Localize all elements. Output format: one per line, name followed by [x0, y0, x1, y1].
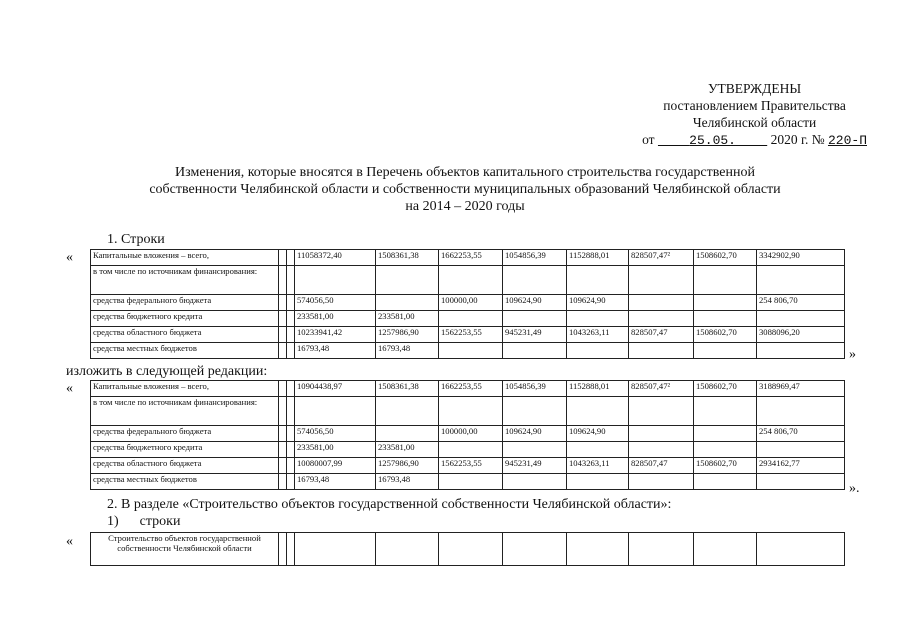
sub-number: 1) [107, 514, 119, 529]
table-before [90, 249, 845, 359]
gap-cell [279, 266, 287, 295]
value-cell: 3188969,47 [757, 381, 845, 397]
value-cell [503, 343, 567, 359]
value-cell: 1562253,55 [439, 327, 503, 343]
row-label: средства местных бюджетов [91, 343, 279, 359]
value-cell: 233581,00 [376, 442, 439, 458]
number-sign: № [811, 132, 825, 147]
value-cell: 16793,48 [295, 343, 376, 359]
value-cell: 16793,48 [376, 343, 439, 359]
value-cell: 1508602,70 [694, 250, 757, 266]
value-cell: 1152888,01 [567, 250, 629, 266]
value-cell [694, 343, 757, 359]
gap-cell [287, 397, 295, 426]
open-quote-2: « [66, 381, 73, 396]
value-cell [694, 442, 757, 458]
gap-cell [279, 327, 287, 343]
value-cell [567, 266, 629, 295]
gap-cell [287, 343, 295, 359]
value-cell: 1257986,90 [376, 327, 439, 343]
value-cell: 10080007,99 [295, 458, 376, 474]
date-prefix: от [642, 132, 655, 147]
open-quote-1: « [66, 250, 73, 265]
value-cell [629, 442, 694, 458]
table-object [90, 532, 845, 566]
table-row [91, 458, 845, 474]
value-cell [376, 397, 439, 426]
value-cell [694, 426, 757, 442]
value-cell [376, 533, 439, 566]
row-label: средства областного бюджета [91, 327, 279, 343]
value-cell: 1662253,55 [439, 381, 503, 397]
value-cell: 233581,00 [295, 311, 376, 327]
value-cell [567, 343, 629, 359]
value-cell: 254 806,70 [757, 426, 845, 442]
value-cell: 10904438,97 [295, 381, 376, 397]
value-cell [757, 266, 845, 295]
value-cell: 1152888,01 [567, 381, 629, 397]
value-cell: 1662253,55 [439, 250, 503, 266]
value-cell [503, 311, 567, 327]
value-cell [439, 442, 503, 458]
restate-text: изложить в следующей редакции: [66, 364, 268, 379]
row-label: средства федерального бюджета [91, 295, 279, 311]
value-cell [503, 266, 567, 295]
value-cell: 1508602,70 [694, 381, 757, 397]
row-label: Капитальные вложения – всего, [91, 381, 279, 397]
value-cell [567, 474, 629, 490]
close-quote-2: ». [849, 481, 860, 496]
value-cell: 100000,00 [439, 295, 503, 311]
value-cell: 16793,48 [376, 474, 439, 490]
value-cell [694, 533, 757, 566]
approval-heading: УТВЕРЖДЕНЫ [707, 81, 802, 96]
gap-cell [279, 533, 287, 566]
row-label: средства местных бюджетов [91, 474, 279, 490]
value-cell: 233581,00 [295, 442, 376, 458]
value-cell [757, 442, 845, 458]
row-label: в том числе по источникам финансирования: [91, 397, 279, 426]
gap-cell [279, 343, 287, 359]
gap-cell [287, 266, 295, 295]
document-title [100, 164, 830, 215]
value-cell: 828507,47² [629, 250, 694, 266]
value-cell: 1043263,11 [567, 458, 629, 474]
value-cell: 3088096,20 [757, 327, 845, 343]
value-cell [439, 311, 503, 327]
value-cell [376, 426, 439, 442]
value-cell: 109624,90 [503, 295, 567, 311]
gap-cell [287, 250, 295, 266]
value-cell [376, 266, 439, 295]
value-cell [567, 442, 629, 458]
value-cell: 1508361,38 [376, 250, 439, 266]
table-row [91, 474, 845, 490]
value-cell: 10233941,42 [295, 327, 376, 343]
approval-resolution: постановлением Правительства [663, 98, 846, 113]
gap-cell [279, 295, 287, 311]
gap-cell [279, 311, 287, 327]
section-2-heading: 2. В разделе «Строительство объектов государственной собственности Челябинской области»: [107, 497, 672, 512]
value-cell [503, 533, 567, 566]
row-label: средства бюджетного кредита [91, 442, 279, 458]
open-quote-3: « [66, 534, 73, 549]
table-row [91, 397, 845, 426]
value-cell [439, 266, 503, 295]
value-cell: 1257986,90 [376, 458, 439, 474]
gap-cell [287, 458, 295, 474]
value-cell: 1508602,70 [694, 327, 757, 343]
value-cell [567, 533, 629, 566]
section-2-sub [107, 514, 180, 530]
value-cell [439, 343, 503, 359]
value-cell: 1054856,39 [503, 250, 567, 266]
value-cell [629, 426, 694, 442]
gap-cell [287, 474, 295, 490]
value-cell: 2934162,77 [757, 458, 845, 474]
title-line-1: Изменения, которые вносятся в Перечень объектов капитального строительства государственной [175, 165, 755, 180]
value-cell [376, 295, 439, 311]
value-cell: 109624,90 [567, 426, 629, 442]
table-row [91, 381, 845, 397]
gap-cell [279, 442, 287, 458]
value-cell [629, 343, 694, 359]
value-cell: 945231,49 [503, 327, 567, 343]
value-cell: 945231,49 [503, 458, 567, 474]
value-cell [439, 397, 503, 426]
value-cell: 1562253,55 [439, 458, 503, 474]
value-cell: 109624,90 [503, 426, 567, 442]
row-label: Капитальные вложения – всего, [91, 250, 279, 266]
value-cell: 1043263,11 [567, 327, 629, 343]
value-cell: 828507,47 [629, 327, 694, 343]
value-cell [439, 474, 503, 490]
title-line-3: на 2014 – 2020 годы [405, 199, 525, 214]
value-cell [694, 266, 757, 295]
object-label-cell: Строительство объектов государственной собственности Челябинской области [91, 533, 279, 566]
value-cell: 1508361,38 [376, 381, 439, 397]
table-row [91, 266, 845, 295]
gap-cell [279, 474, 287, 490]
value-cell [757, 343, 845, 359]
section-1-heading: 1. Строки [107, 232, 165, 247]
value-cell [694, 474, 757, 490]
gap-cell [279, 458, 287, 474]
value-cell [295, 266, 376, 295]
value-cell [694, 295, 757, 311]
table-row [91, 311, 845, 327]
approval-year: 2020 г. [770, 132, 809, 147]
value-cell [295, 397, 376, 426]
value-cell: 1054856,39 [503, 381, 567, 397]
value-cell [757, 397, 845, 426]
table-after [90, 380, 845, 490]
gap-cell [287, 311, 295, 327]
value-cell: 254 806,70 [757, 295, 845, 311]
value-cell [694, 397, 757, 426]
value-cell [503, 442, 567, 458]
row-label: средства бюджетного кредита [91, 311, 279, 327]
table-row [91, 442, 845, 458]
value-cell [503, 474, 567, 490]
value-cell [439, 533, 503, 566]
value-cell [503, 397, 567, 426]
value-cell [629, 397, 694, 426]
approval-block [642, 80, 867, 149]
value-cell [757, 474, 845, 490]
table-row [91, 533, 845, 566]
value-cell [629, 533, 694, 566]
gap-cell [279, 426, 287, 442]
gap-cell [287, 442, 295, 458]
value-cell [757, 311, 845, 327]
sub-label: строки [139, 514, 181, 529]
gap-cell [287, 533, 295, 566]
gap-cell [287, 327, 295, 343]
value-cell [567, 311, 629, 327]
gap-cell [279, 381, 287, 397]
gap-cell [287, 295, 295, 311]
value-cell: 828507,47² [629, 381, 694, 397]
table-row [91, 250, 845, 266]
value-cell: 100000,00 [439, 426, 503, 442]
row-label: средства федерального бюджета [91, 426, 279, 442]
table-row [91, 426, 845, 442]
value-cell: 109624,90 [567, 295, 629, 311]
value-cell: 574056,50 [295, 426, 376, 442]
approval-date-line [642, 131, 867, 149]
value-cell [694, 311, 757, 327]
value-cell: 1508602,70 [694, 458, 757, 474]
table-row [91, 327, 845, 343]
value-cell [295, 533, 376, 566]
title-line-2: собственности Челябинской области и собственности муниципальных образований Челябинской области [149, 182, 781, 197]
approval-region: Челябинской области [692, 115, 817, 130]
approval-date: 25.05. [689, 133, 736, 148]
gap-cell [279, 397, 287, 426]
value-cell [629, 266, 694, 295]
value-cell: 11058372,40 [295, 250, 376, 266]
row-label: средства областного бюджета [91, 458, 279, 474]
value-cell: 3342902,90 [757, 250, 845, 266]
table-row [91, 295, 845, 311]
value-cell: 16793,48 [295, 474, 376, 490]
value-cell [629, 311, 694, 327]
gap-cell [279, 250, 287, 266]
value-cell: 828507,47 [629, 458, 694, 474]
value-cell [567, 397, 629, 426]
row-label: в том числе по источникам финансирования: [91, 266, 279, 295]
value-cell: 233581,00 [376, 311, 439, 327]
value-cell [629, 474, 694, 490]
approval-number: 220-П [827, 133, 867, 148]
value-cell [757, 533, 845, 566]
value-cell [629, 295, 694, 311]
gap-cell [287, 426, 295, 442]
close-quote-1: » [849, 347, 856, 362]
gap-cell [287, 381, 295, 397]
value-cell: 574056,50 [295, 295, 376, 311]
table-row [91, 343, 845, 359]
